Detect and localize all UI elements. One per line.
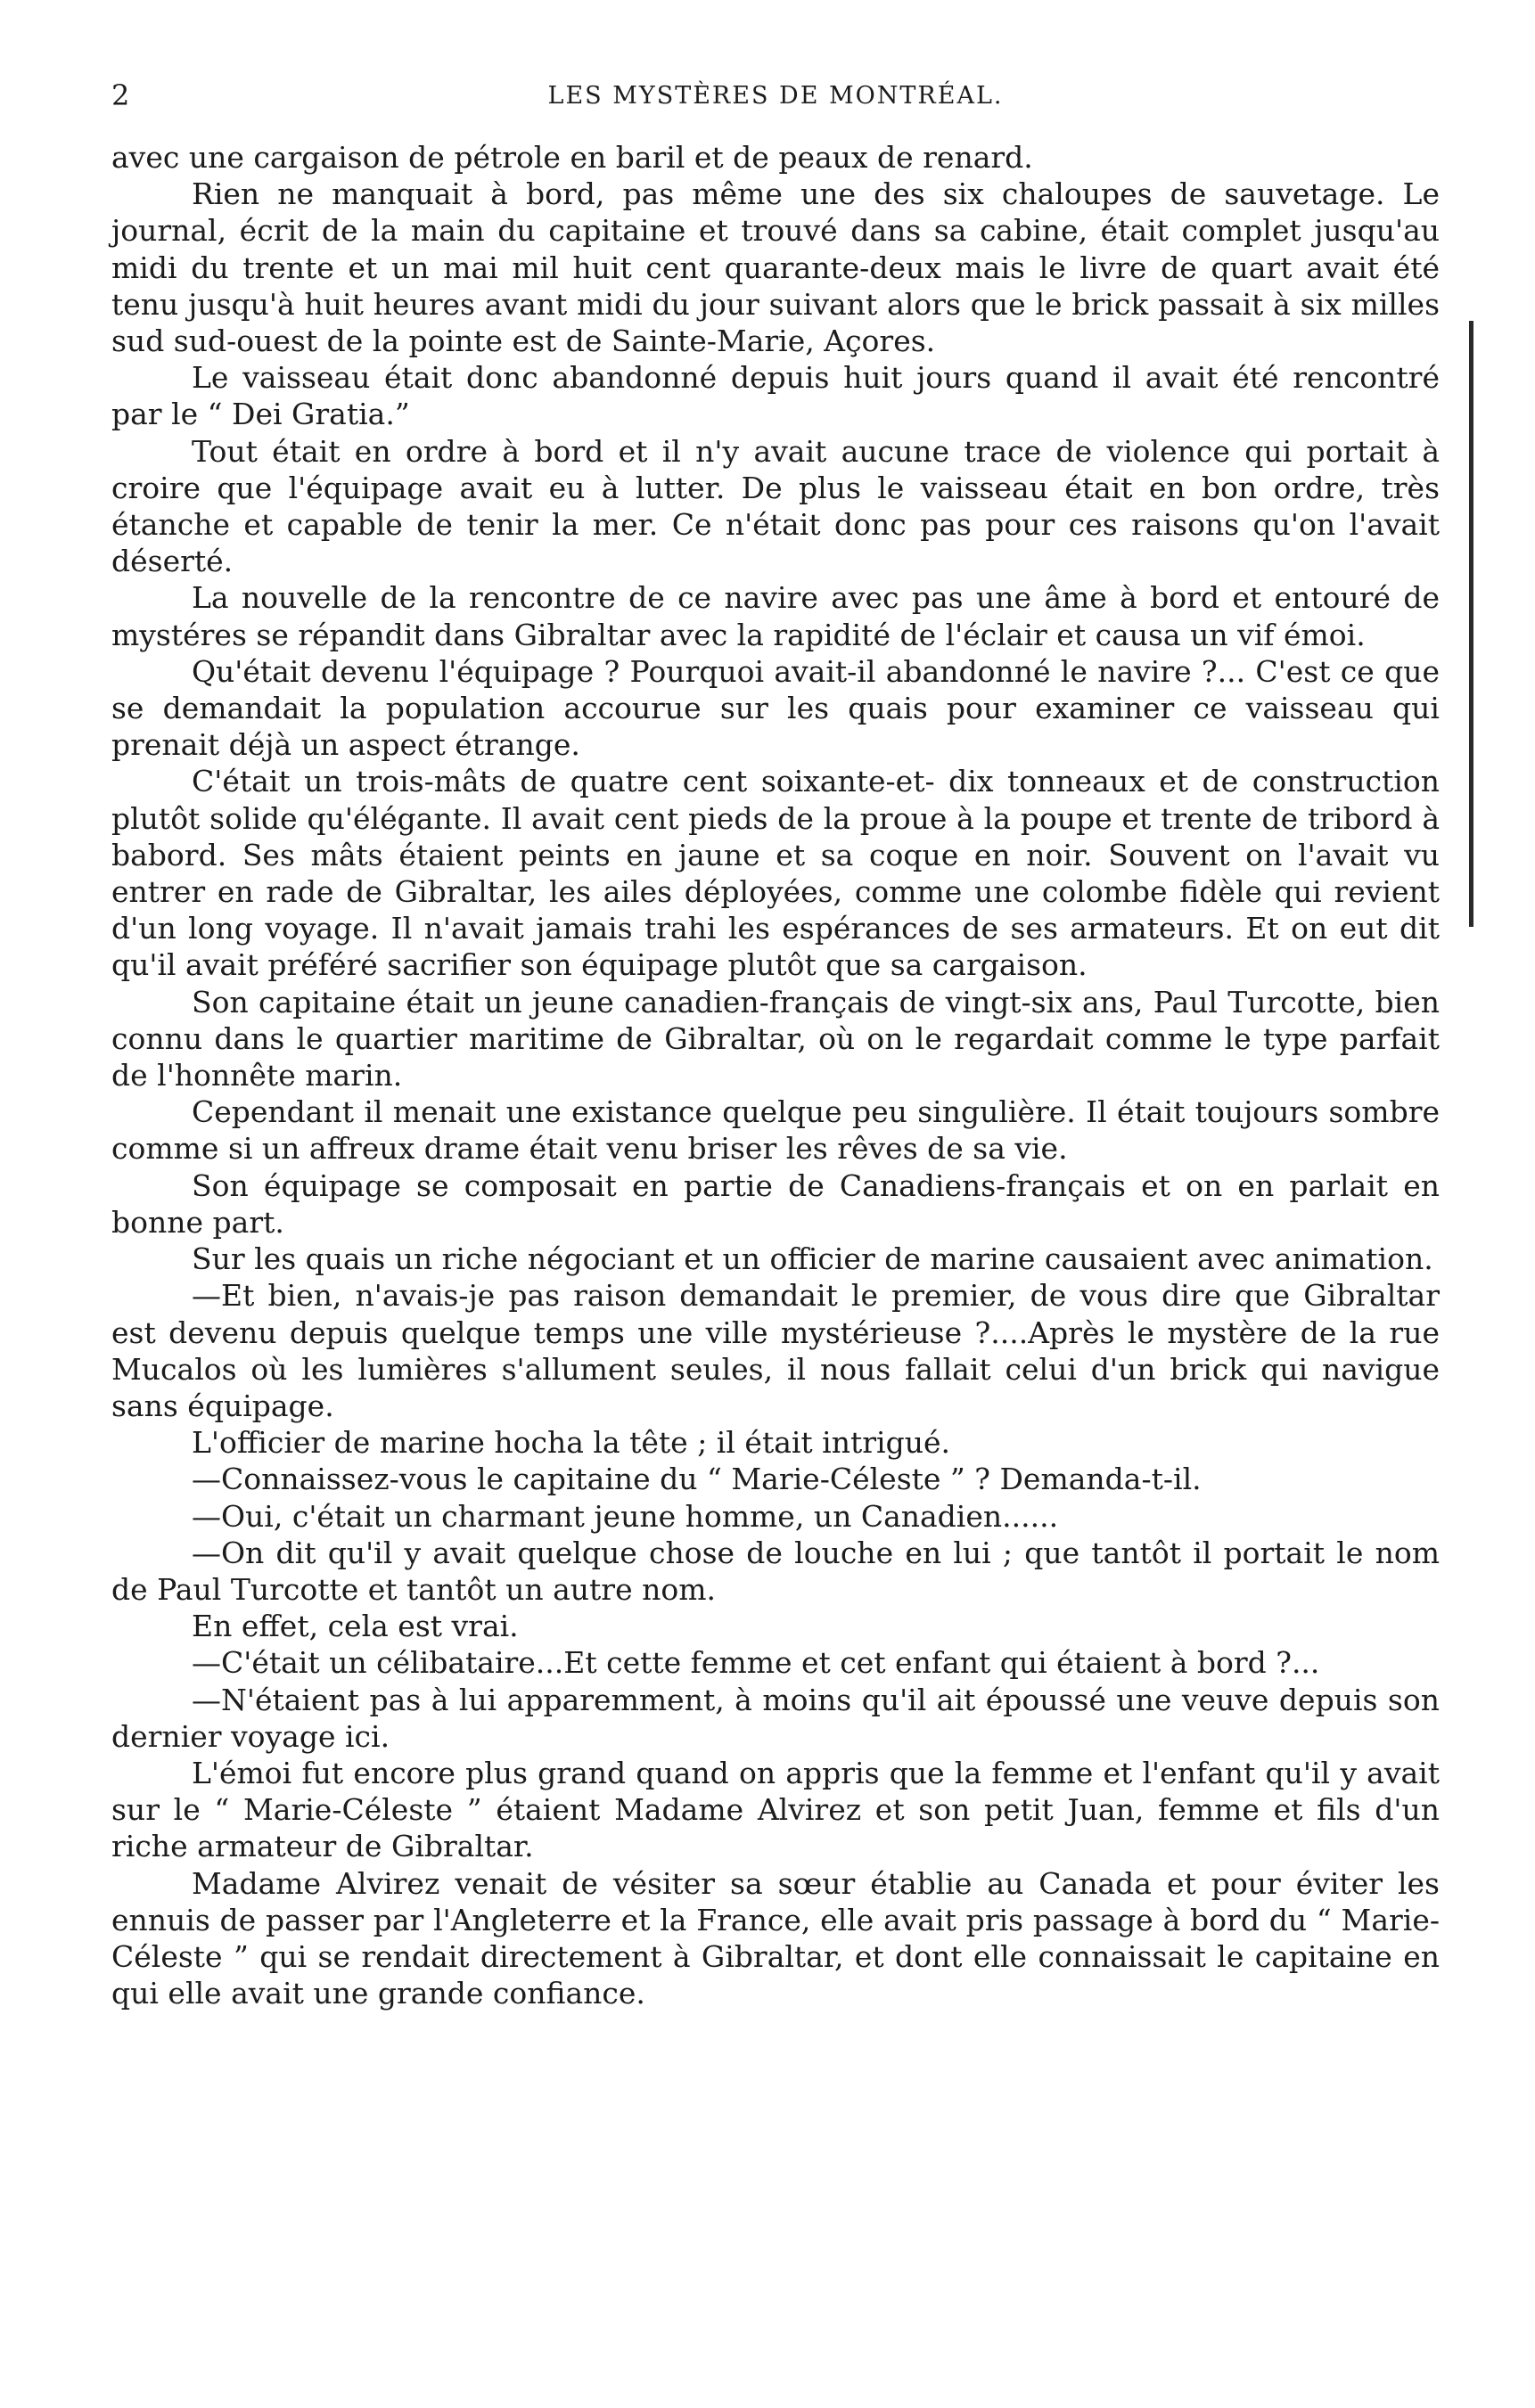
paragraph: Rien ne manquait à bord, pas même une des six chaloupes de sauvetage. Le journal, écrit de la main du capitaine et trouvé dans sa cabine, était complet jusqu'au midi du trente et un mai mil huit cent quarante-deux mais le livre de quart avait été tenu jusqu'à huit heures avant midi du jour suivant alors que le brick passait à six milles sud sud-ouest de la pointe est de Sainte-Marie, Açores. [111,176,1440,359]
paragraph: Sur les quais un riche négociant et un officier de marine causaient avec animation. [192,1241,1433,1277]
paragraph: C'était un trois-mâts de quatre cent soixante-et- dix tonneaux et de construction plutôt solide qu'élégante. Il avait cent pieds de la proue à la poupe et trente de tribord à babord. Ses mâts étaient peints en jaune et sa coque en noir. Souvent on l'avait vu entrer en rade de Gibraltar, les ailes déployées, comme une colombe fidèle qui revient d'un long voyage. Il n'avait jamais trahi les espérances de ses armateurs. Et on eut dit qu'il avait préféré sacrifier son équipage plutôt que sa cargaison. [111,764,1440,983]
paragraph: Madame Alvirez venait de vésiter sa sœur établie au Canada et pour éviter les ennuis de passer par l'Angleterre et la France, elle avait pris passage à bord du “ Marie-Céleste ” qui se rendait directement à Gibraltar, et dont elle connaissait le capitaine en qui elle avait une grande confiance. [111,1865,1440,2011]
dialogue-paragraph: —N'étaient pas à lui apparemment, à moins qu'il ait époussé une veuve depuis son dernier voyage ici. [111,1682,1440,1754]
paragraph: Qu'était devenu l'équipage ? Pourquoi avait-il abandonné le navire ?... C'est ce que se demandait la population accourue sur les quais pour examiner ce vaisseau qui prenait déjà un aspect étrange. [111,653,1440,763]
dialogue-paragraph: —Oui, c'était un charmant jeune homme, un Canadien...... [192,1498,1059,1534]
paragraph: La nouvelle de la rencontre de ce navire avec pas une âme à bord et entouré de mystéres se répandit dans Gibraltar avec la rapidité de l'éclair et causa un vif émoi. [111,580,1440,652]
paragraph: Son équipage se composait en partie de Canadiens-français et on en parlait en bonne part. [111,1167,1440,1240]
paragraph: Le vaisseau était donc abandonné depuis huit jours quand il avait été rencontré par le “ Dei Gratia.” [111,360,1440,432]
running-title: LES MYSTÈRES DE MONTRÉAL. [547,82,1004,110]
paragraph: Son capitaine était un jeune canadien-français de vingt-six ans, Paul Turcotte, bien connu dans le quartier maritime de Gibraltar, où on le regardait comme le type parfait de l'honnête marin. [111,984,1440,1093]
dialogue-paragraph: —C'était un célibataire...Et cette femme et cet enfant qui étaient à bord ?... [192,1645,1320,1681]
paragraph: En effet, cela est vrai. [192,1609,519,1644]
dialogue-paragraph: —Et bien, n'avais-je pas raison demandait le premier, de vous dire que Gibraltar est devenu depuis quelque temps une ville mystérieuse ?....Après le mystère de la rue Mucalos où les lumières s'allument seules, il nous fallait celui d'un brick qui navigue sans équipage. [111,1278,1440,1423]
running-head [111,78,1440,125]
paragraph-continued: avec une cargaison de pétrole en baril et de peaux de renard. [111,140,1033,175]
margin-scan-rule [1469,321,1473,927]
page-number: 2 [111,78,132,112]
dialogue-paragraph: —Connaissez-vous le capitaine du “ Marie-Céleste ” ? Demanda-t-il. [192,1462,1202,1497]
paragraph: L'émoi fut encore plus grand quand on appris que la femme et l'enfant qu'il y avait sur le “ Marie-Céleste ” étaient Madame Alvirez et son petit Juan, femme et fils d'un riche armateur de Gibraltar. [111,1755,1440,1864]
book-page [111,78,1440,2011]
dialogue-paragraph: —On dit qu'il y avait quelque chose de louche en lui ; que tantôt il portait le nom de Paul Turcotte et tantôt un autre nom. [111,1535,1440,1607]
paragraph: L'officier de marine hocha la tête ; il était intrigué. [192,1425,950,1461]
body-text [111,139,1440,2011]
paragraph: Cependant il menait une existance quelque peu singulière. Il était toujours sombre comme si un affreux drame était venu briser les rêves de sa vie. [111,1094,1440,1167]
paragraph: Tout était en ordre à bord et il n'y avait aucune trace de violence qui portait à croire que l'équipage avait eu à lutter. De plus le vaisseau était en bon ordre, très étanche et capable de tenir la mer. Ce n'était donc pas pour ces raisons qu'on l'avait déserté. [111,433,1440,579]
